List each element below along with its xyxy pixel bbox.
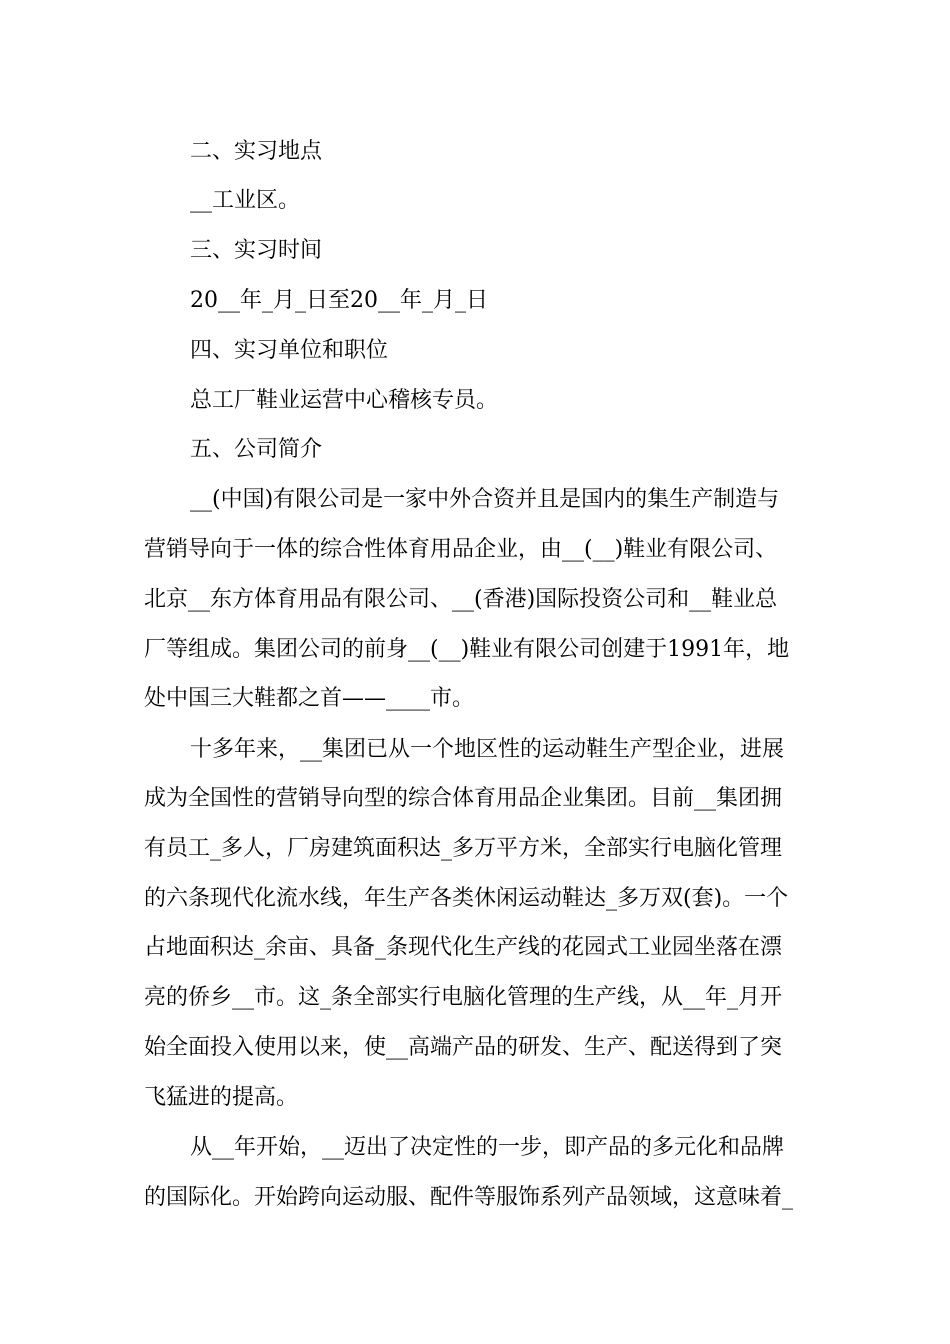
diversification-paragraph-line: 从__年开始，__迈出了决定性的一步，即产品的多元化和品牌 — [190, 1135, 785, 1160]
internship-time-text: 20__年_月_日至20__年_月_日 — [190, 288, 488, 313]
unit-and-position-text: 总工厂鞋业运营中心稽核专员。 — [190, 388, 499, 413]
company-profile-line: __(中国)有限公司是一家中外合资并且是国内的集生产制造与 — [190, 487, 780, 512]
development-paragraph-line: 亮的侨乡__市。这_条全部实行电脑化管理的生产线，从__年_月开 — [144, 985, 783, 1010]
heading-internship-location: 二、实习地点 — [190, 139, 323, 164]
development-paragraph-line: 的六条现代化流水线，年生产各类休闲运动鞋达_多万双(套)。一个 — [144, 886, 789, 911]
company-profile-line: 处中国三大鞋都之首——____市。 — [144, 686, 475, 711]
development-paragraph-line: 有员工_多人，厂房建筑面积达_多万平方米，全部实行电脑化管理 — [144, 836, 783, 861]
development-paragraph-line: 飞猛进的提高。 — [144, 1085, 299, 1110]
company-profile-line: 北京__东方体育用品有限公司、__(香港)国际投资公司和__鞋业总 — [144, 587, 778, 612]
internship-location-text: __工业区。 — [190, 188, 301, 213]
heading-company-profile: 五、公司简介 — [190, 437, 323, 462]
company-profile-line: 营销导向于一体的综合性体育用品企业，由__(__)鞋业有限公司、 — [144, 537, 778, 562]
development-paragraph-line: 成为全国性的营销导向型的综合体育用品企业集团。目前__集团拥 — [144, 786, 783, 811]
diversification-paragraph-line: 的国际化。开始跨向运动服、配件等服饰系列产品领域，这意味着_ — [144, 1185, 794, 1210]
development-paragraph-line: 占地面积达_余亩、具备_条现代化生产线的花园式工业园坐落在漂 — [144, 935, 783, 960]
development-paragraph-line: 十多年来，__集团已从一个地区性的运动鞋生产型企业，进展 — [190, 737, 785, 762]
development-paragraph-line: 始全面投入使用以来，使__高端产品的研发、生产、配送得到了突 — [144, 1035, 783, 1060]
heading-unit-and-position: 四、实习单位和职位 — [190, 338, 389, 363]
heading-internship-time: 三、实习时间 — [190, 238, 323, 263]
company-profile-line: 厂等组成。集团公司的前身__(__)鞋业有限公司创建于1991年，地 — [144, 637, 790, 662]
